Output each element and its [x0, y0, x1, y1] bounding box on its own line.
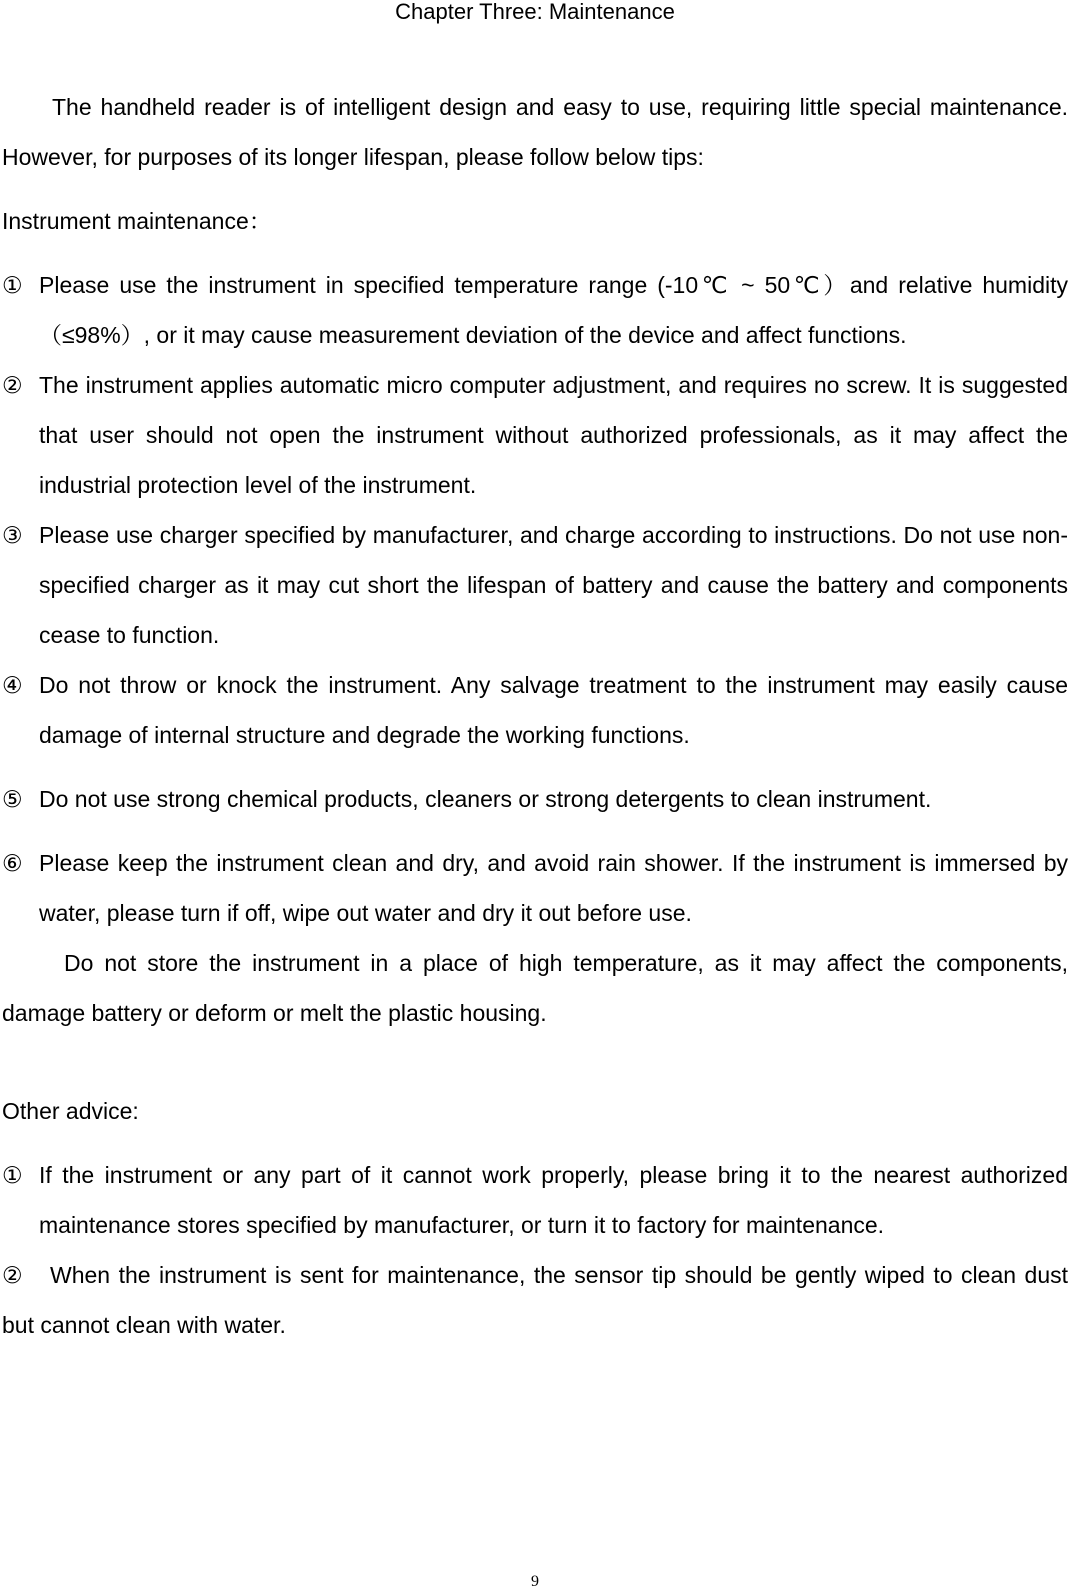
- list-item: [2, 774, 1068, 824]
- list-item: [2, 660, 1068, 760]
- list-item: [2, 1250, 1068, 1350]
- list-item-text: Please keep the instrument clean and dry, and avoid rain shower. If the instrument is immersed by water, please turn if off, wipe out water and dry it out before use.: [39, 850, 1068, 926]
- list-item-number: ①: [2, 1162, 23, 1188]
- section-spacer: [2, 1038, 1068, 1086]
- list-item-number: ③: [2, 522, 23, 548]
- list-item-text: Do not throw or knock the instrument. Any salvage treatment to the instrument may easily cause damage of internal structure and degrade the working functions.: [39, 672, 1068, 748]
- list-item-text: Please use the instrument in specified temperature range (-10℃ ~ 50℃）and relative humidity（≤98%）, or it may cause measurement deviation of the device and affect functions.: [39, 272, 1068, 348]
- page-title: Chapter Three: Maintenance: [395, 0, 675, 24]
- list-item: [2, 360, 1068, 510]
- list-item-text: Please use charger specified by manufacturer, and charge according to instructions. Do not use non-specified charger as it may cut short the lifespan of battery and cause the battery and components cease to function.: [39, 522, 1068, 648]
- list-item-text: Do not use strong chemical products, cleaners or strong detergents to clean instrument.: [39, 786, 932, 812]
- list-item-text: When the instrument is sent for maintenance, the sensor tip should be gently wiped to clean dust but cannot clean with water.: [2, 1262, 1068, 1338]
- list-item: [2, 510, 1068, 660]
- intro-paragraph: The handheld reader is of intelligent design and easy to use, requiring little special maintenance. However, for purposes of its longer lifespan, please follow below tips:: [2, 94, 1068, 170]
- storage-tip-paragraph: Do not store the instrument in a place of high temperature, as it may affect the components, damage battery or deform or melt the plastic housing.: [2, 950, 1068, 1026]
- list-item-number: ⑥: [2, 850, 23, 876]
- list-item-number: ②: [2, 1262, 23, 1288]
- page-number: 9: [531, 1573, 539, 1590]
- instrument-maintenance-heading: Instrument maintenance：: [2, 208, 272, 234]
- list-item-number: ②: [2, 372, 23, 398]
- list-item: [2, 260, 1068, 360]
- list-item-number: ⑤: [2, 786, 23, 812]
- list-item-text: If the instrument or any part of it cannot work properly, please bring it to the nearest authorized maintenance stores specified by manufacturer, or turn it to factory for maintenance.: [39, 1162, 1068, 1238]
- list-item: [2, 838, 1068, 938]
- list-item: [2, 1150, 1068, 1250]
- list-item-number: ①: [2, 272, 23, 298]
- document-body: [2, 82, 1068, 1350]
- list-item-text: The instrument applies automatic micro computer adjustment, and requires no screw. It is suggested that user should not open the instrument without authorized professionals, as it may affect the industrial protection level of the instrument.: [39, 372, 1068, 498]
- other-advice-heading: Other advice:: [2, 1098, 139, 1124]
- list-item-number: ④: [2, 672, 23, 698]
